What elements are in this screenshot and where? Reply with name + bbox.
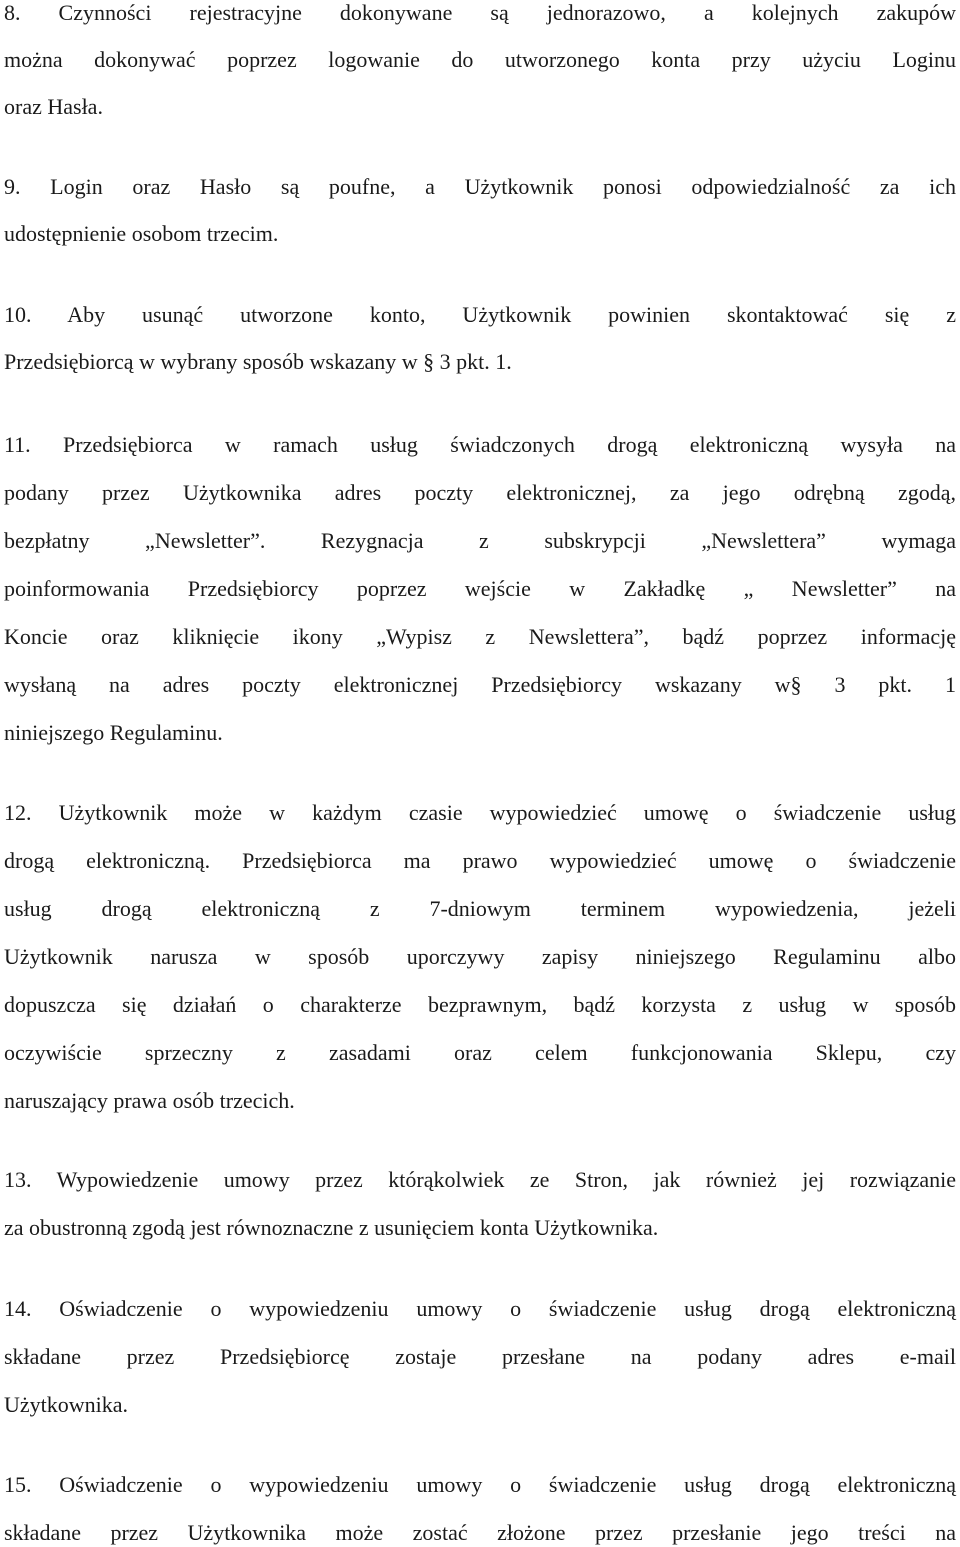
text-line: 12. Użytkownik może w każdym czasie wypowiedzieć umowę o świadczenie usług	[4, 800, 956, 825]
text-line: dopuszcza się działań o charakterze bezprawnym, bądź korzysta z usług w sposób	[4, 992, 956, 1017]
text-line: 9. Login oraz Hasło są poufne, a Użytkownik ponosi odpowiedzialność za ich	[4, 174, 956, 199]
text-line: składane przez Przedsiębiorcę zostaje przesłane na podany adres e-mail	[4, 1344, 956, 1369]
text-line: można dokonywać poprzez logowanie do utworzonego konta przy użyciu Loginu	[4, 47, 956, 72]
text-line: 11. Przedsiębiorca w ramach usług świadczonych drogą elektroniczną wysyła na	[4, 432, 956, 457]
text-line: za obustronną zgodą jest równoznaczne z usunięciem konta Użytkownika.	[4, 1215, 659, 1240]
text-line: 15. Oświadczenie o wypowiedzeniu umowy o świadczenie usług drogą elektroniczną	[4, 1472, 956, 1497]
text-line: składane przez Użytkownika może zostać złożone przez przesłanie jego treści na	[4, 1520, 956, 1545]
text-line: Użytkownika.	[4, 1392, 129, 1417]
text-line: udostępnienie osobom trzecim.	[4, 221, 279, 246]
text-line: drogą elektroniczną. Przedsiębiorca ma prawo wypowiedzieć umowę o świadczenie	[4, 848, 956, 873]
text-line: oraz Hasła.	[4, 94, 103, 119]
text-line: podany przez Użytkownika adres poczty elektronicznej, za jego odrębną zgodą,	[4, 480, 956, 505]
text-line: niniejszego Regulaminu.	[4, 720, 223, 745]
text-line: 10. Aby usunąć utworzone konto, Użytkownik powinien skontaktować się z	[4, 302, 956, 327]
text-line: usług drogą elektroniczną z 7-dniowym terminem wypowiedzenia, jeżeli	[4, 896, 956, 921]
text-line: Przedsiębiorcą w wybrany sposób wskazany w § 3 pkt. 1.	[4, 349, 512, 374]
text-line: 13. Wypowiedzenie umowy przez którąkolwiek ze Stron, jak również jej rozwiązanie	[4, 1167, 956, 1192]
text-line: poinformowania Przedsiębiorcy poprzez wejście w Zakładkę „ Newsletter” na	[4, 576, 956, 601]
text-line: wysłaną na adres poczty elektronicznej Przedsiębiorcy wskazany w§ 3 pkt. 1	[4, 672, 956, 697]
text-line: Użytkownik narusza w sposób uporczywy zapisy niniejszego Regulaminu albo	[4, 944, 956, 969]
text-line: bezpłatny „Newsletter”. Rezygnacja z subskrypcji „Newslettera” wymaga	[4, 528, 956, 553]
text-line: naruszający prawa osób trzecich.	[4, 1088, 295, 1113]
text-line: 14. Oświadczenie o wypowiedzeniu umowy o świadczenie usług drogą elektroniczną	[4, 1296, 956, 1321]
text-line: oczywiście sprzeczny z zasadami oraz celem funkcjonowania Sklepu, czy	[4, 1040, 956, 1065]
text-line: 8. Czynności rejestracyjne dokonywane są jednorazowo, a kolejnych zakupów	[4, 0, 956, 25]
text-line: Koncie oraz kliknięcie ikony „Wypisz z Newslettera”, bądź poprzez informację	[4, 624, 956, 649]
